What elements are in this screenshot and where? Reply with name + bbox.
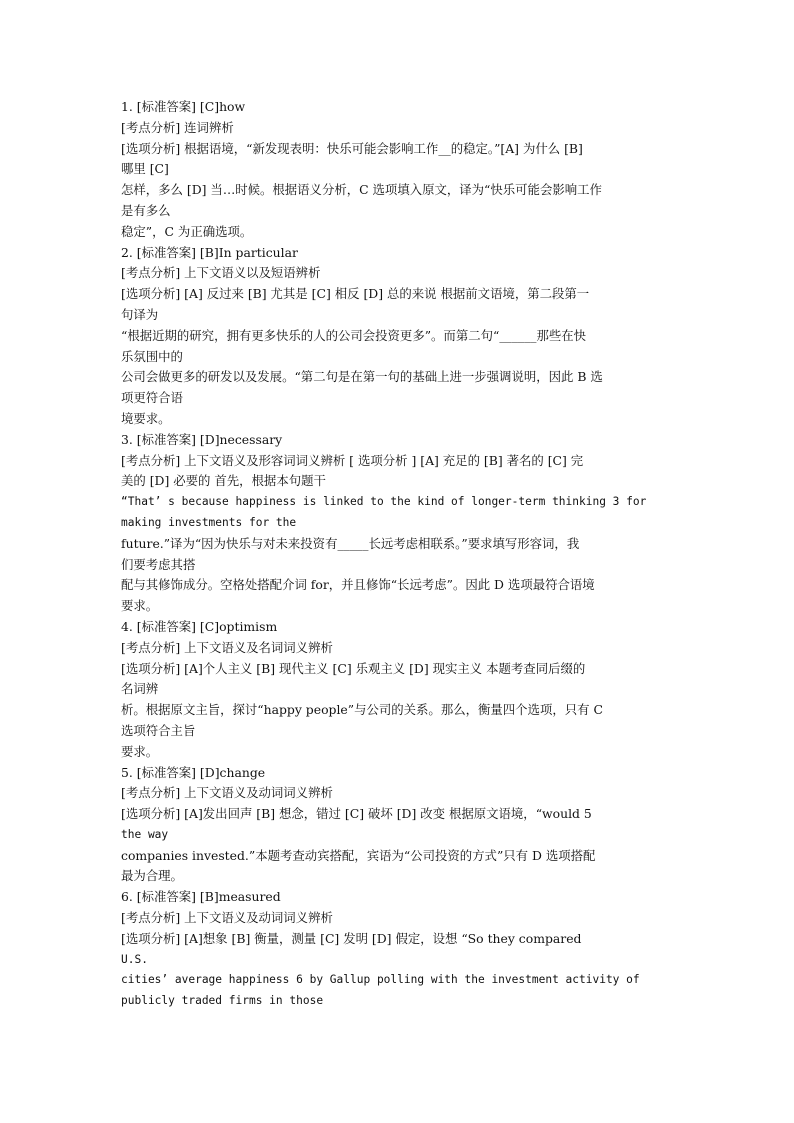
text-line: making investments for the	[121, 515, 297, 529]
text-line: companies invested.”本题考查动宾搭配，宾语为“公司投资的方式”只有 D 选项搭配	[121, 847, 596, 863]
text-line: 是有多么	[121, 202, 171, 218]
text-line: 境要求。	[121, 410, 171, 426]
text-line: [选项分析] [A]想象 [B] 衡量，测量 [C] 发明 [D] 假定，设想 “So they compared	[121, 930, 582, 946]
text-line: 怎样，多么 [D] 当…时候。根据语义分析，C 选项填入原文，译为“快乐可能会影响工作	[121, 182, 602, 198]
text-line: [选项分析] [A]发出回声 [B] 想念，错过 [C] 破坏 [D] 改变 根据原文语境，“would 5	[121, 806, 592, 822]
text-line: cities’ average happiness 6 by Gallup polling with the investment activity of	[121, 973, 640, 987]
text-line: “That’ s because happiness is linked to the kind of longer-term thinking 3 for	[121, 495, 647, 509]
text-line: 5. [标准答案] [D]change	[121, 764, 266, 780]
text-line: 要求。	[121, 743, 159, 759]
text-line: U.S.	[121, 952, 148, 966]
text-line: “根据近期的研究，拥有更多快乐的人的公司会投资更多”。而第二句“______那些在快	[121, 327, 587, 343]
text-line: [考点分析] 上下文语义及动词词义辨析	[121, 785, 333, 801]
text-line: [选项分析] [A] 反过来 [B] 尤其是 [C] 相反 [D] 总的来说 根据前文语境，第二段第一	[121, 286, 590, 302]
text-line: 最为合理。	[121, 868, 183, 884]
text-line: 选项符合主旨	[121, 722, 196, 738]
text-line: 稳定”，C 为正确选项。	[121, 223, 253, 239]
answer-explanations	[121, 97, 677, 1012]
text-line: [考点分析] 连词辨析	[121, 119, 234, 135]
text-line: 们要考虑其搭	[121, 556, 196, 572]
text-line: publicly traded firms in those	[121, 994, 324, 1008]
text-line: [选项分析] [A]个人主义 [B] 现代主义 [C] 乐观主义 [D] 现实主义 本题考查同后缀的	[121, 660, 586, 676]
text-line: 哪里 [C]	[121, 161, 169, 177]
text-line: [选项分析] 根据语境，“新发现表明：快乐可能会影响工作__的稳定。”[A] 为什么 [B]	[121, 140, 583, 156]
text-line: [考点分析] 上下文语义以及短语辨析	[121, 265, 321, 281]
text-line: 析。根据原文主旨，探讨“happy people”与公司的关系。那么，衡量四个选项，只有 C	[121, 702, 603, 718]
text-line: 4. [标准答案] [C]optimism	[121, 618, 278, 634]
text-line: [考点分析] 上下文语义及形容词词义辨析 [ 选项分析 ] [A] 充足的 [B] 著名的 [C] 完	[121, 452, 584, 468]
text-line: 2. [标准答案] [B]In particular	[121, 244, 298, 260]
text-line: 项更符合语	[121, 390, 183, 406]
text-line: 3. [标准答案] [D]necessary	[121, 431, 283, 447]
text-line: 要求。	[121, 598, 159, 614]
text-line: 美的 [D] 必要的 首先，根据本句题干	[121, 473, 326, 489]
text-line: 名词辨	[121, 681, 159, 697]
text-line: 公司会做更多的研发以及发展。“第二句是在第一句的基础上进一步强调说明，因此 B 选	[121, 369, 603, 385]
text-line: 乐氛围中的	[121, 348, 183, 364]
text-line: 句译为	[121, 306, 159, 322]
text-line: 1. [标准答案] [C]how	[121, 99, 246, 114]
text-line: 配与其修饰成分。空格处搭配介词 for，并且修饰“长远考虑”。因此 D 选项最符合语境	[121, 577, 595, 593]
text-line: the way	[121, 827, 169, 841]
text-line: future.”译为“因为快乐与对未来投资有_____长远考虑相联系。”要求填写形容词，我	[121, 535, 580, 551]
text-line: 6. [标准答案] [B]measured	[121, 889, 281, 905]
text-line: [考点分析] 上下文语义及动词词义辨析	[121, 910, 333, 926]
text-line: [考点分析] 上下文语义及名词词义辨析	[121, 639, 333, 655]
